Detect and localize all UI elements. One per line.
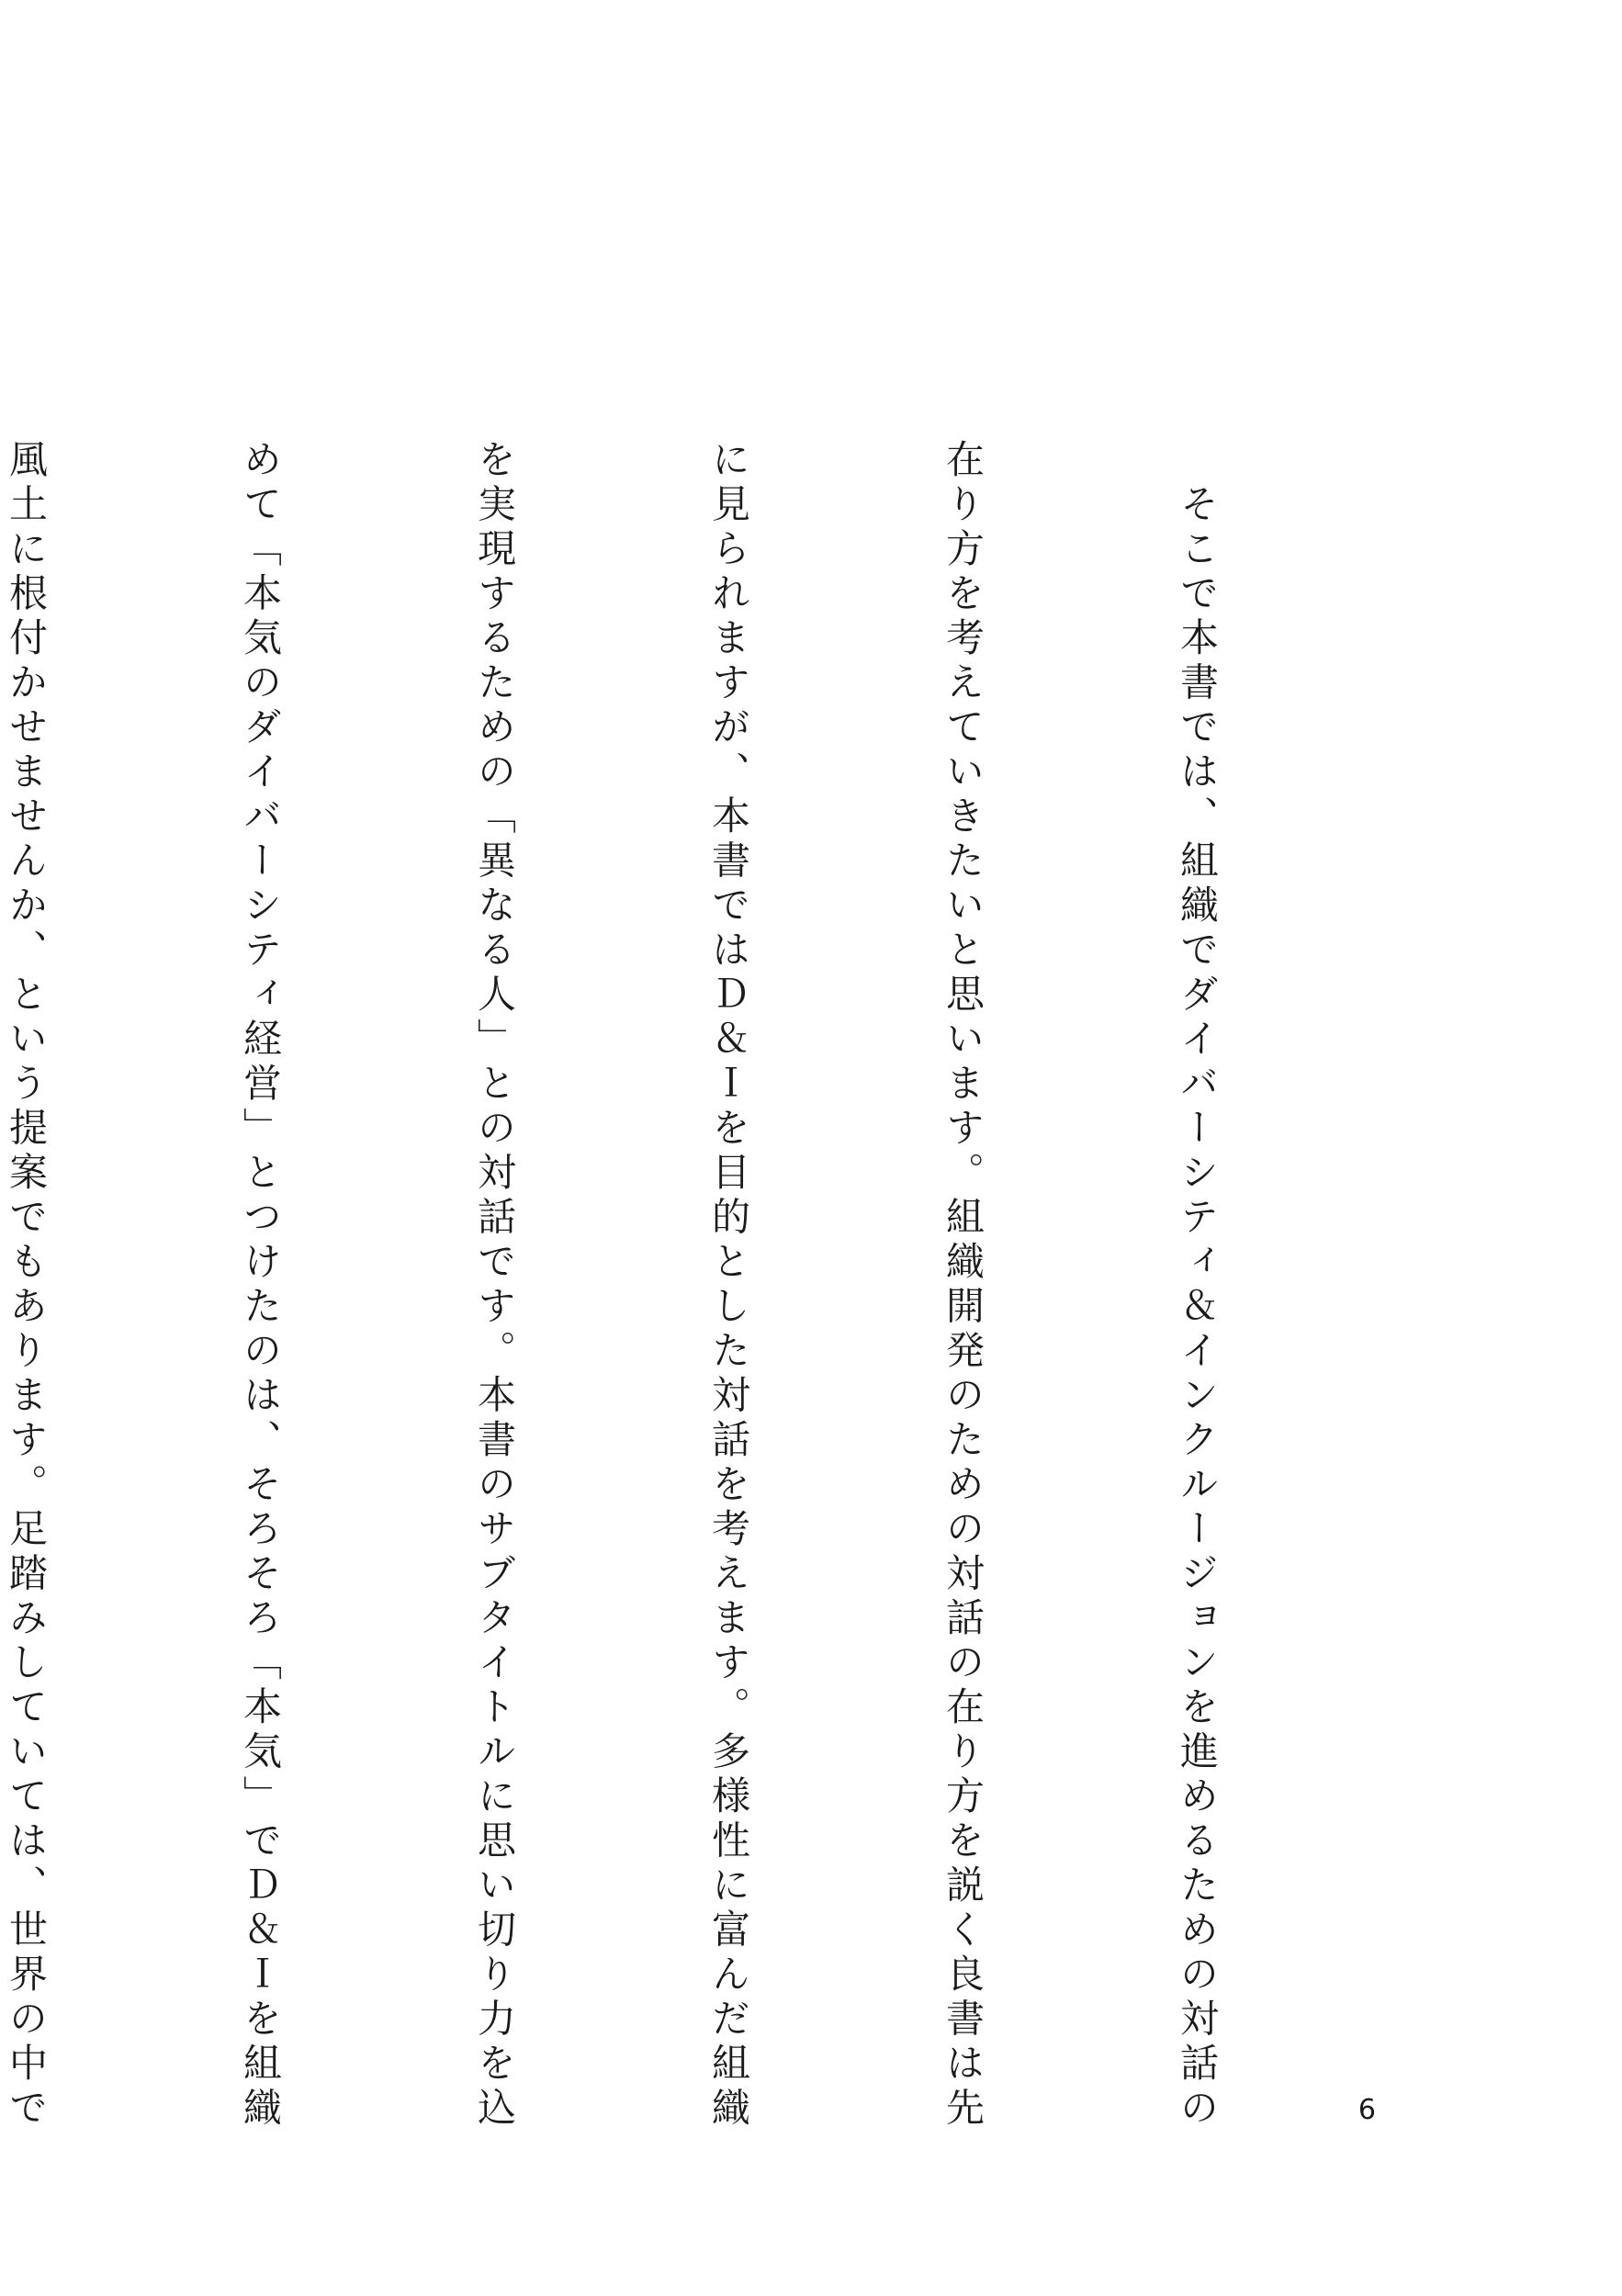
body-text <box>0 439 1392 2132</box>
page-number: 6 <box>1357 2094 1376 2126</box>
text-line: めて「本気のダイバーシティ経営」とつけたのは、そろそろ「本気」でＤ＆Ｉを組織 <box>238 439 283 2132</box>
text-line: 在り方を考えていきたいと思います。組織開発のための対話の在り方を説く良書は先 <box>941 439 986 2132</box>
text-line: 風土に根付かせませんか、という提案でもあります。足踏みしていては、世界の中で <box>4 439 49 2132</box>
text-line: そこで本書では、組織でダイバーシティ＆インクルージョンを進めるための対話の <box>1175 439 1220 2132</box>
text-line: に見られますが、本書ではＤ＆Ｉを目的とした対話を考えます。多様性に富んだ組織 <box>706 439 751 2132</box>
text-line: を実現するための「異なる人」との対話です。本書のサブタイトルに思い切り力を込 <box>472 439 517 2132</box>
